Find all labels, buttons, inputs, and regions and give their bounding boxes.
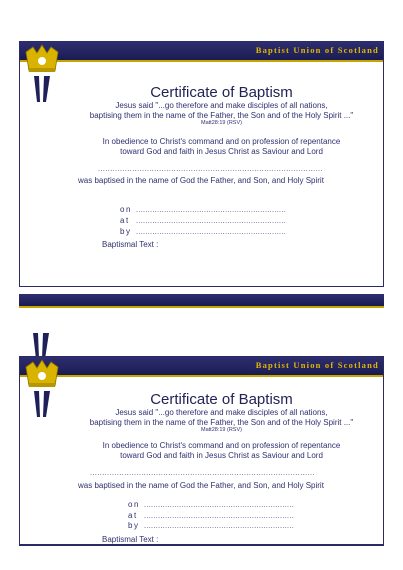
obedience-line-2: toward God and faith in Jesus Christ as Saviour and Lord <box>120 450 323 460</box>
on-field[interactable] <box>120 205 286 214</box>
header-banner <box>20 357 383 377</box>
baptised-line: was baptised in the name of God the Father, and Son, and Holy Spirit <box>78 176 324 185</box>
crown-icon <box>24 44 60 79</box>
baptismal-text-label: Baptismal Text : <box>102 240 159 249</box>
organisation-name: Baptist Union of Scotland <box>255 360 379 370</box>
at-label: at <box>128 511 138 520</box>
certificate-card-1 <box>19 41 384 287</box>
by-dots: ................................................................ <box>136 229 287 236</box>
on-field[interactable] <box>128 500 294 509</box>
on-label: on <box>128 500 140 509</box>
by-dots: ................................................................ <box>144 523 295 530</box>
by-field[interactable] <box>120 227 286 236</box>
at-dots: ................................................................ <box>144 513 295 520</box>
by-label: by <box>120 227 132 236</box>
baptismal-text-label: Baptismal Text : <box>102 535 159 544</box>
separator-banner <box>19 294 384 308</box>
crown-icon <box>24 359 60 394</box>
on-dots: ................................................................ <box>136 207 287 214</box>
candle-icon <box>32 391 52 422</box>
by-label: by <box>128 521 140 530</box>
quote-line-2: baptising them in the name of the Father, the Son and of the Holy Spirit ..." <box>89 110 354 120</box>
certificate-body <box>60 84 383 156</box>
at-dots: ................................................................ <box>136 218 287 225</box>
scripture-reference: Matt28:19 (RSV) <box>201 120 242 126</box>
certificate-body <box>60 391 383 460</box>
obedience-line-2: toward God and faith in Jesus Christ as Saviour and Lord <box>120 146 323 156</box>
name-line[interactable]: ............................................................................................ <box>90 470 315 477</box>
certificate-title: Certificate of Baptism <box>150 84 293 101</box>
certificate-card-2 <box>19 356 384 546</box>
name-line[interactable]: ............................................................................................ <box>98 166 323 173</box>
organisation-name: Baptist Union of Scotland <box>255 45 379 55</box>
at-field[interactable] <box>120 216 286 225</box>
quote-line-1: Jesus said "...go therefore and make disciples of all nations, <box>115 408 328 417</box>
quote-line-1: Jesus said "...go therefore and make disciples of all nations, <box>115 101 328 110</box>
at-label: at <box>120 216 130 225</box>
header-banner <box>20 42 383 62</box>
scripture-reference: Matt28:19 (RSV) <box>201 427 242 433</box>
obedience-line-1: In obedience to Christ's command and on profession of repentance <box>102 441 341 450</box>
on-dots: ................................................................ <box>144 502 295 509</box>
by-field[interactable] <box>128 521 294 530</box>
candle-icon <box>32 76 52 107</box>
obedience-line-1: In obedience to Christ's command and on profession of repentance <box>102 137 341 146</box>
certificate-title: Certificate of Baptism <box>150 391 293 408</box>
quote-line-2: baptising them in the name of the Father, the Son and of the Holy Spirit ..." <box>89 417 354 427</box>
at-field[interactable] <box>128 511 294 520</box>
on-label: on <box>120 205 132 214</box>
baptised-line: was baptised in the name of God the Father, and Son, and Holy Spirit <box>78 481 324 490</box>
